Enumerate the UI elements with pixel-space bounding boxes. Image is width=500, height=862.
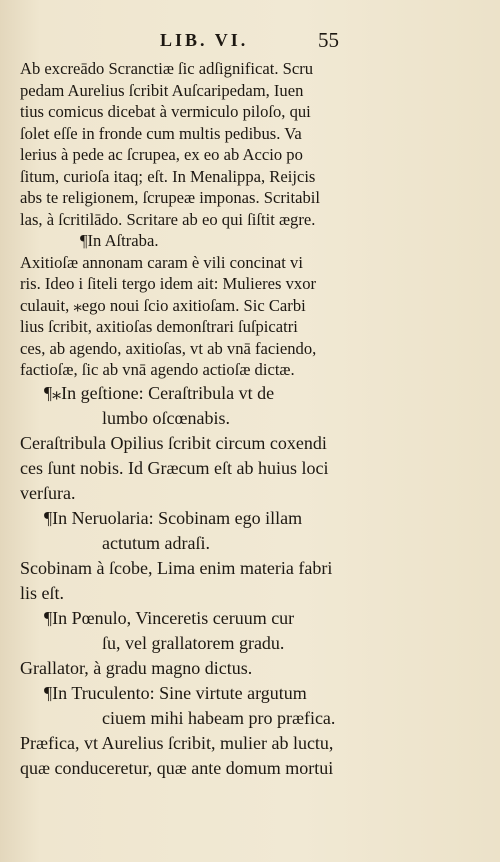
text-line: factioſæ, ſic ab vnā agendo actioſæ dictæ. xyxy=(20,360,295,379)
quotation-line: ¶⁎In geſtione: Ceraſtribula vt de xyxy=(44,382,275,403)
text-line: verſura. xyxy=(20,482,76,503)
text-line: ces ſunt nobis. Id Græcum eſt ab huius loci xyxy=(20,457,329,478)
running-title: LIB. VI. xyxy=(160,30,249,50)
text-line: Ab excreādo Scranctiæ ſic adſignificat. Scru xyxy=(20,59,314,78)
quotation-line: ſu, vel grallatorem gradu. xyxy=(102,632,285,653)
text-line: abs te religionem, ſcrupeæ imponas. Scritabil xyxy=(20,188,321,207)
quotation-line: ciuem mihi habeam pro præfica. xyxy=(102,707,336,728)
text-line: Præfica, vt Aurelius ſcribit, mulier ab luctu, xyxy=(20,732,334,753)
text-line: Ceraſtribula Opilius ſcribit circum coxendi xyxy=(20,432,327,453)
text-line: ſolet eſſe in fronde cum multis pedibus. Va xyxy=(20,123,302,143)
quotation-line: ¶In Truculento: Sine virtute argutum xyxy=(44,682,307,703)
quotation-line: actutum adraſi. xyxy=(102,532,210,553)
text-line: culauit, ⁎ego noui ſcio axitioſam. Sic Carbi xyxy=(20,295,306,315)
text-line: lerius à pede ac ſcrupea, ex eo ab Accio po xyxy=(20,145,303,164)
text-line: ris. Ideo i ſiteli tergo idem ait: Mulieres vxor xyxy=(20,274,317,293)
body-text xyxy=(20,58,372,781)
section-heading: ¶In Aſtraba. xyxy=(80,231,159,250)
text-line: ces, ab agendo, axitioſas, vt ab vnā faciendo, xyxy=(20,338,317,358)
page-number: 55 xyxy=(318,28,339,52)
text-line: Axitioſæ annonam caram è vili concinat vi xyxy=(20,252,303,272)
page-header xyxy=(0,30,500,56)
text-line: pedam Aurelius ſcribit Auſcaripedam, Iuen xyxy=(20,80,304,100)
text-line: ſitum, curioſa itaq; eſt. In Menalippa, Reijcis xyxy=(20,166,316,186)
quotation-line: ¶In Pœnulo, Vinceretis ceruum cur xyxy=(44,607,295,628)
text-line: lis eſt. xyxy=(20,582,64,603)
text-line: Scobinam à ſcobe, Lima enim materia fabri xyxy=(20,557,333,578)
text-line: las, à ſcritilādo. Scritare ab eo qui ſiſtit ægre. xyxy=(20,209,316,229)
text-line: tius comicus dicebat à vermiculo piloſo, qui xyxy=(20,102,311,121)
quotation-line: ¶In Neruolaria: Scobinam ego illam xyxy=(44,507,303,528)
text-line: Grallator, à gradu magno dictus. xyxy=(20,657,253,678)
text-line: lius ſcribit, axitioſas demonſtrari ſuſpicatri xyxy=(20,317,298,336)
text-line: quæ conduceretur, quæ ante domum mortui xyxy=(20,757,334,778)
quotation-line: lumbo oſcœnabis. xyxy=(102,407,230,428)
